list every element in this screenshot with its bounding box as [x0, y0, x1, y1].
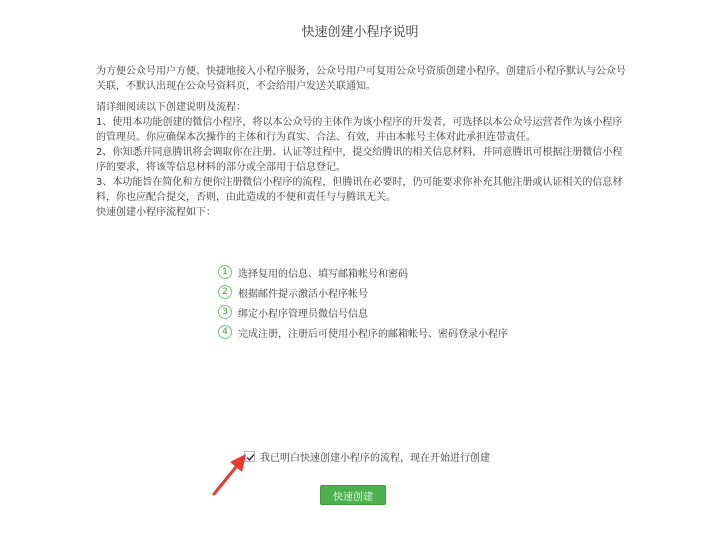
flow-step [218, 262, 618, 282]
rules-heading: 请详细阅读以下创建说明及流程： [96, 102, 246, 113]
rules-section [96, 100, 626, 205]
step-number-badge: 4 [218, 325, 232, 339]
step-text: 根据邮件提示激活小程序帐号 [238, 288, 368, 300]
flow-step [218, 302, 618, 322]
step-number-badge: 2 [218, 285, 232, 299]
step-number-badge: 3 [218, 305, 232, 319]
agreement-row [244, 449, 490, 464]
flow-steps [218, 262, 618, 342]
agreement-label[interactable]: 我已明白快速创建小程序的流程，现在开始进行创建 [260, 453, 490, 464]
red-arrow-icon [206, 452, 250, 498]
flow-step [218, 322, 618, 342]
quick-create-button[interactable]: 快速创建 [320, 485, 386, 505]
step-number-badge: 1 [218, 265, 232, 279]
intro-section [96, 64, 626, 94]
step-text: 选择复用的信息、填写邮箱帐号和密码 [238, 268, 408, 280]
step-text: 绑定小程序管理员微信号信息 [238, 308, 368, 320]
rule-item: 3、本功能旨在简化和方便你注册微信小程序的流程，但腾讯在必要时，仍可能要求你补充其他注册或认证相关的信息材料，你也应配合提交，否则，由此造成的不便和责任与与腾讯无关。 [96, 177, 623, 203]
page-title: 快速创建小程序说明 [301, 25, 419, 40]
intro-paragraph: 为方便公众号用户方便、快捷地接入小程序服务，公众号用户可复用公众号资质创建小程序。创建后小程序默认与公众号关联，不默认出现在公众号资料页，不会给用户发送关联通知。 [96, 66, 626, 92]
step-text: 完成注册，注册后可使用小程序的邮箱帐号、密码登录小程序 [238, 328, 508, 340]
flow-heading: 快速创建小程序流程如下： [96, 207, 216, 218]
rule-item: 1、使用本功能创建的微信小程序，将以本公众号的主体作为该小程序的开发者，可选择以本公众号运营者作为该小程序的管理员。你应确保本次操作的主体和行为真实、合法、有效，并由本帐号主体对此承担连带责任。 [96, 117, 623, 143]
flow-step [218, 282, 618, 302]
rule-item: 2、你知悉并同意腾讯将会调取你在注册、认证等过程中，提交给腾讯的相关信息材料，并同意腾讯可根据注册微信小程序的要求，将该等信息材料的部分或全部用于信息登记。 [96, 147, 623, 173]
